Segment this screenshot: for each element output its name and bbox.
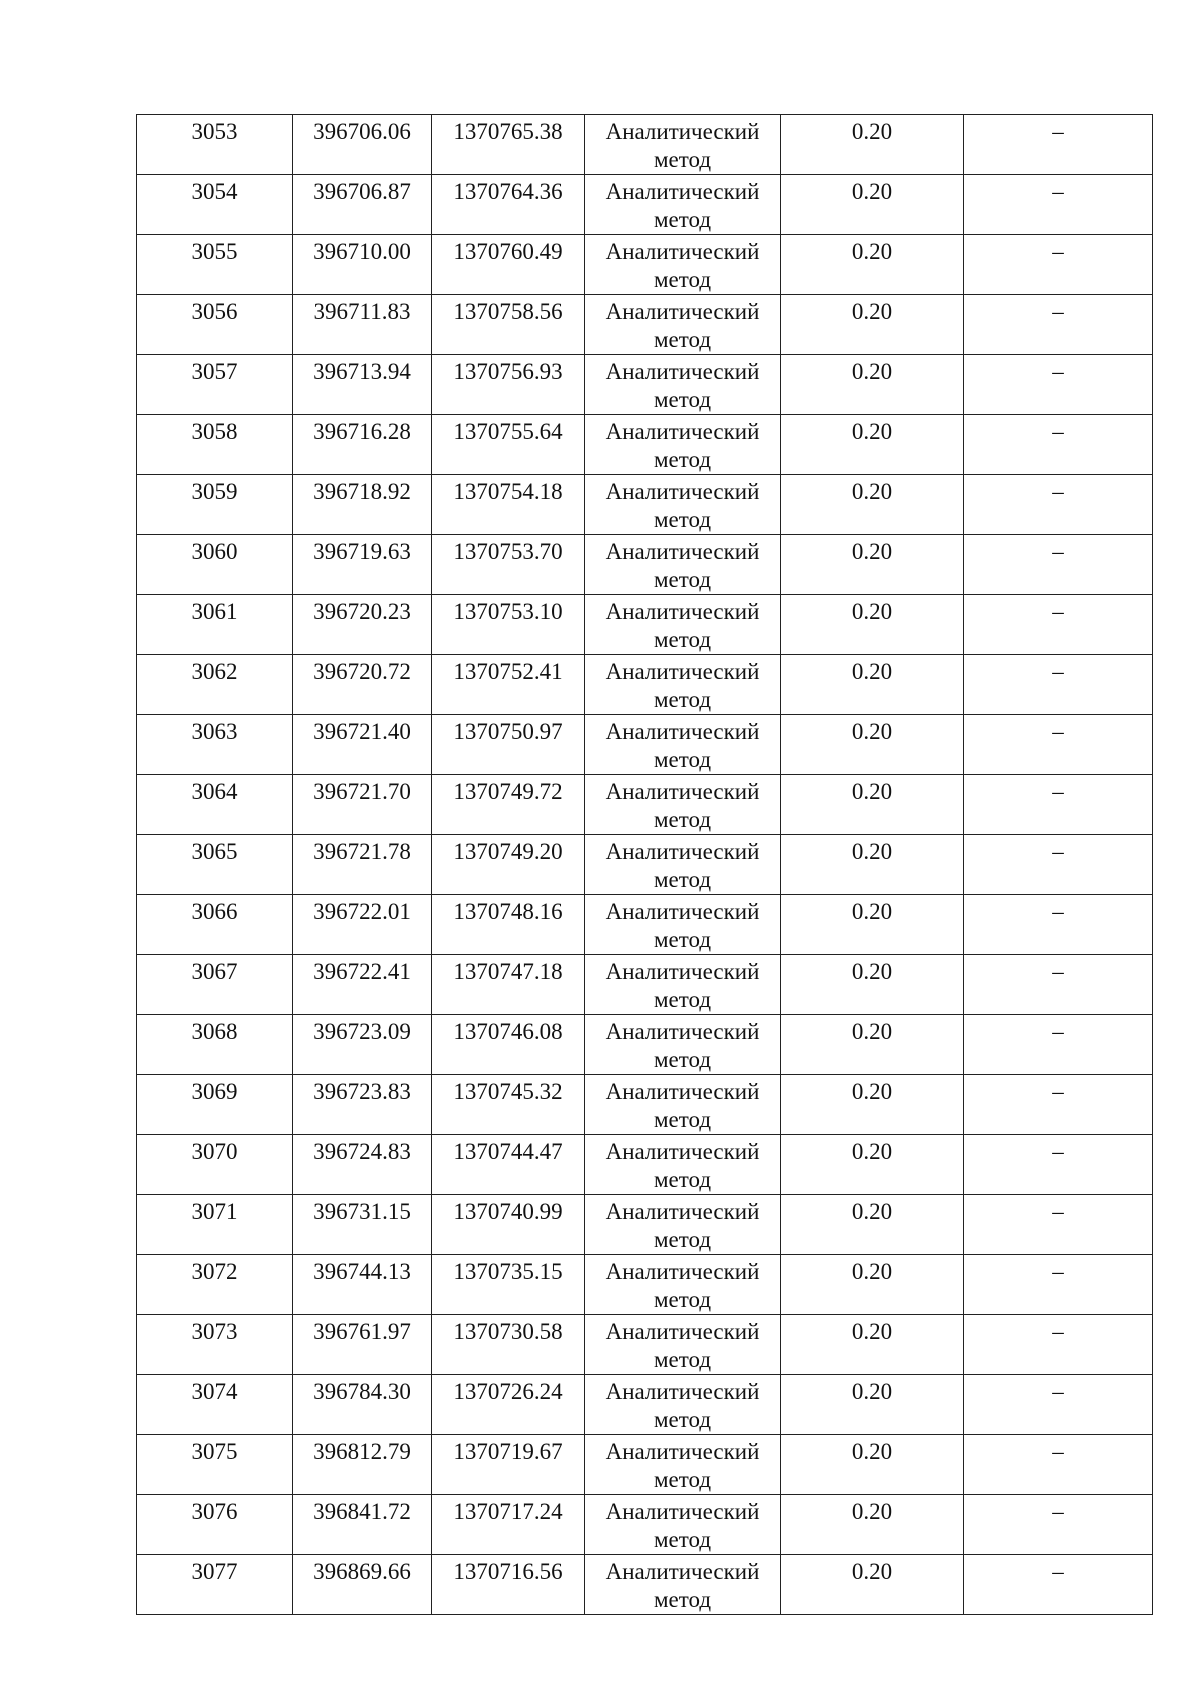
point-number-cell: 3071 [137,1195,293,1255]
method-text-line: Аналитический [605,599,760,624]
method-cell [585,355,781,415]
accuracy-cell: 0.20 [781,1075,964,1135]
table-row [137,775,1153,835]
accuracy-cell: 0.20 [781,1495,964,1555]
accuracy-cell: 0.20 [781,715,964,775]
method-cell [585,235,781,295]
accuracy-cell: 0.20 [781,1375,964,1435]
coordinates-table [136,114,1153,1615]
method-text-line: Аналитический [605,1139,760,1164]
method-cell [585,475,781,535]
method-cell [585,115,781,175]
table-row [137,1015,1153,1075]
method-text-line: Аналитический [605,1079,760,1104]
accuracy-cell: 0.20 [781,775,964,835]
y-coordinate-cell: 1370760.49 [432,235,585,295]
method-cell [585,655,781,715]
point-number-cell: 3064 [137,775,293,835]
method-text-line: метод [653,1407,712,1432]
method-cell [585,1555,781,1615]
table-row [137,295,1153,355]
y-coordinate-cell: 1370764.36 [432,175,585,235]
accuracy-cell: 0.20 [781,475,964,535]
table-row [137,835,1153,895]
method-cell [585,835,781,895]
method-cell [585,1195,781,1255]
table-row [137,1375,1153,1435]
accuracy-cell: 0.20 [781,535,964,595]
coordinates-table-body [137,115,1153,1615]
x-coordinate-cell: 396706.87 [293,175,432,235]
point-number-cell: 3053 [137,115,293,175]
table-row [137,715,1153,775]
method-text-line: метод [653,327,712,352]
x-coordinate-cell: 396711.83 [293,295,432,355]
y-coordinate-cell: 1370735.15 [432,1255,585,1315]
method-text-line: Аналитический [605,1439,760,1464]
method-text-line: Аналитический [605,1199,760,1224]
method-cell [585,1375,781,1435]
table-row [137,235,1153,295]
accuracy-cell: 0.20 [781,1255,964,1315]
description-cell: – [964,955,1153,1015]
x-coordinate-cell: 396812.79 [293,1435,432,1495]
accuracy-cell: 0.20 [781,355,964,415]
method-text-line: метод [653,567,712,592]
method-text-line: Аналитический [605,119,760,144]
point-number-cell: 3069 [137,1075,293,1135]
point-number-cell: 3073 [137,1315,293,1375]
method-cell [585,1315,781,1375]
accuracy-cell: 0.20 [781,295,964,355]
accuracy-cell: 0.20 [781,835,964,895]
method-text-line: метод [653,387,712,412]
point-number-cell: 3068 [137,1015,293,1075]
y-coordinate-cell: 1370748.16 [432,895,585,955]
table-row [137,535,1153,595]
method-text-line: метод [653,1527,712,1552]
table-row [137,1195,1153,1255]
y-coordinate-cell: 1370765.38 [432,115,585,175]
table-row [137,895,1153,955]
y-coordinate-cell: 1370740.99 [432,1195,585,1255]
accuracy-cell: 0.20 [781,115,964,175]
table-row [137,175,1153,235]
method-text-line: Аналитический [605,1019,760,1044]
y-coordinate-cell: 1370749.20 [432,835,585,895]
method-cell [585,715,781,775]
method-text-line: метод [653,447,712,472]
y-coordinate-cell: 1370756.93 [432,355,585,415]
point-number-cell: 3057 [137,355,293,415]
x-coordinate-cell: 396869.66 [293,1555,432,1615]
x-coordinate-cell: 396720.23 [293,595,432,655]
method-cell [585,1495,781,1555]
method-cell [585,295,781,355]
accuracy-cell: 0.20 [781,595,964,655]
point-number-cell: 3066 [137,895,293,955]
y-coordinate-cell: 1370716.56 [432,1555,585,1615]
point-number-cell: 3075 [137,1435,293,1495]
point-number-cell: 3059 [137,475,293,535]
x-coordinate-cell: 396713.94 [293,355,432,415]
method-cell [585,535,781,595]
description-cell: – [964,1195,1153,1255]
description-cell: – [964,1555,1153,1615]
description-cell: – [964,295,1153,355]
point-number-cell: 3074 [137,1375,293,1435]
x-coordinate-cell: 396721.78 [293,835,432,895]
point-number-cell: 3067 [137,955,293,1015]
x-coordinate-cell: 396710.00 [293,235,432,295]
x-coordinate-cell: 396731.15 [293,1195,432,1255]
point-number-cell: 3072 [137,1255,293,1315]
method-text-line: метод [653,507,712,532]
method-cell [585,595,781,655]
method-cell [585,1435,781,1495]
y-coordinate-cell: 1370754.18 [432,475,585,535]
method-text-line: Аналитический [605,1379,760,1404]
method-cell [585,1075,781,1135]
method-text-line: Аналитический [605,959,760,984]
x-coordinate-cell: 396716.28 [293,415,432,475]
method-cell [585,955,781,1015]
x-coordinate-cell: 396722.41 [293,955,432,1015]
method-text-line: Аналитический [605,419,760,444]
x-coordinate-cell: 396723.09 [293,1015,432,1075]
method-text-line: Аналитический [605,1319,760,1344]
method-text-line: метод [653,1227,712,1252]
method-text-line: Аналитический [605,1559,760,1584]
y-coordinate-cell: 1370747.18 [432,955,585,1015]
description-cell: – [964,655,1153,715]
table-row [137,355,1153,415]
description-cell: – [964,1255,1153,1315]
description-cell: – [964,1015,1153,1075]
point-number-cell: 3056 [137,295,293,355]
method-text-line: метод [653,867,712,892]
table-row [137,1555,1153,1615]
method-text-line: метод [653,1167,712,1192]
x-coordinate-cell: 396784.30 [293,1375,432,1435]
description-cell: – [964,355,1153,415]
accuracy-cell: 0.20 [781,1135,964,1195]
description-cell: – [964,415,1153,475]
method-text-line: Аналитический [605,899,760,924]
description-cell: – [964,475,1153,535]
description-cell: – [964,235,1153,295]
x-coordinate-cell: 396724.83 [293,1135,432,1195]
description-cell: – [964,1375,1153,1435]
method-text-line: метод [653,747,712,772]
table-row [137,475,1153,535]
point-number-cell: 3070 [137,1135,293,1195]
y-coordinate-cell: 1370750.97 [432,715,585,775]
method-text-line: метод [653,1047,712,1072]
description-cell: – [964,835,1153,895]
method-text-line: Аналитический [605,299,760,324]
x-coordinate-cell: 396722.01 [293,895,432,955]
table-row [137,1495,1153,1555]
description-cell: – [964,595,1153,655]
y-coordinate-cell: 1370745.32 [432,1075,585,1135]
x-coordinate-cell: 396718.92 [293,475,432,535]
method-text-line: Аналитический [605,359,760,384]
point-number-cell: 3055 [137,235,293,295]
y-coordinate-cell: 1370730.58 [432,1315,585,1375]
point-number-cell: 3058 [137,415,293,475]
y-coordinate-cell: 1370746.08 [432,1015,585,1075]
y-coordinate-cell: 1370719.67 [432,1435,585,1495]
table-row [137,655,1153,715]
x-coordinate-cell: 396723.83 [293,1075,432,1135]
method-text-line: метод [653,807,712,832]
table-row [137,1075,1153,1135]
accuracy-cell: 0.20 [781,655,964,715]
accuracy-cell: 0.20 [781,415,964,475]
y-coordinate-cell: 1370726.24 [432,1375,585,1435]
x-coordinate-cell: 396744.13 [293,1255,432,1315]
table-row [137,1435,1153,1495]
method-text-line: Аналитический [605,779,760,804]
accuracy-cell: 0.20 [781,895,964,955]
table-row [137,1315,1153,1375]
method-text-line: Аналитический [605,479,760,504]
method-cell [585,775,781,835]
y-coordinate-cell: 1370755.64 [432,415,585,475]
method-text-line: метод [653,1467,712,1492]
point-number-cell: 3061 [137,595,293,655]
method-cell [585,415,781,475]
table-row [137,955,1153,1015]
point-number-cell: 3062 [137,655,293,715]
method-cell [585,1255,781,1315]
point-number-cell: 3060 [137,535,293,595]
description-cell: – [964,1075,1153,1135]
method-text-line: Аналитический [605,239,760,264]
description-cell: – [964,1315,1153,1375]
method-cell [585,175,781,235]
method-text-line: Аналитический [605,659,760,684]
point-number-cell: 3054 [137,175,293,235]
method-text-line: метод [653,627,712,652]
method-text-line: Аналитический [605,1499,760,1524]
table-row [137,1135,1153,1195]
y-coordinate-cell: 1370744.47 [432,1135,585,1195]
description-cell: – [964,1435,1153,1495]
x-coordinate-cell: 396841.72 [293,1495,432,1555]
point-number-cell: 3065 [137,835,293,895]
method-cell [585,895,781,955]
point-number-cell: 3063 [137,715,293,775]
description-cell: – [964,715,1153,775]
method-text-line: метод [653,687,712,712]
y-coordinate-cell: 1370753.70 [432,535,585,595]
method-text-line: Аналитический [605,539,760,564]
description-cell: – [964,1495,1153,1555]
x-coordinate-cell: 396720.72 [293,655,432,715]
method-text-line: Аналитический [605,719,760,744]
method-text-line: Аналитический [605,1259,760,1284]
method-text-line: метод [653,1287,712,1312]
description-cell: – [964,175,1153,235]
method-text-line: метод [653,1347,712,1372]
method-cell [585,1015,781,1075]
method-cell [585,1135,781,1195]
point-number-cell: 3077 [137,1555,293,1615]
method-text-line: Аналитический [605,179,760,204]
method-text-line: метод [653,207,712,232]
x-coordinate-cell: 396706.06 [293,115,432,175]
y-coordinate-cell: 1370758.56 [432,295,585,355]
method-text-line: метод [653,267,712,292]
x-coordinate-cell: 396719.63 [293,535,432,595]
accuracy-cell: 0.20 [781,1015,964,1075]
x-coordinate-cell: 396761.97 [293,1315,432,1375]
table-row [137,595,1153,655]
method-text-line: Аналитический [605,839,760,864]
table-row [137,415,1153,475]
y-coordinate-cell: 1370749.72 [432,775,585,835]
method-text-line: метод [653,147,712,172]
accuracy-cell: 0.20 [781,175,964,235]
description-cell: – [964,895,1153,955]
description-cell: – [964,775,1153,835]
point-number-cell: 3076 [137,1495,293,1555]
x-coordinate-cell: 396721.70 [293,775,432,835]
description-cell: – [964,535,1153,595]
method-text-line: метод [653,1587,712,1612]
x-coordinate-cell: 396721.40 [293,715,432,775]
accuracy-cell: 0.20 [781,1315,964,1375]
description-cell: – [964,115,1153,175]
accuracy-cell: 0.20 [781,1435,964,1495]
method-text-line: метод [653,1107,712,1132]
accuracy-cell: 0.20 [781,955,964,1015]
y-coordinate-cell: 1370717.24 [432,1495,585,1555]
method-text-line: метод [653,927,712,952]
y-coordinate-cell: 1370753.10 [432,595,585,655]
table-row [137,1255,1153,1315]
y-coordinate-cell: 1370752.41 [432,655,585,715]
table-row [137,115,1153,175]
accuracy-cell: 0.20 [781,1555,964,1615]
accuracy-cell: 0.20 [781,235,964,295]
method-text-line: метод [653,987,712,1012]
accuracy-cell: 0.20 [781,1195,964,1255]
description-cell: – [964,1135,1153,1195]
